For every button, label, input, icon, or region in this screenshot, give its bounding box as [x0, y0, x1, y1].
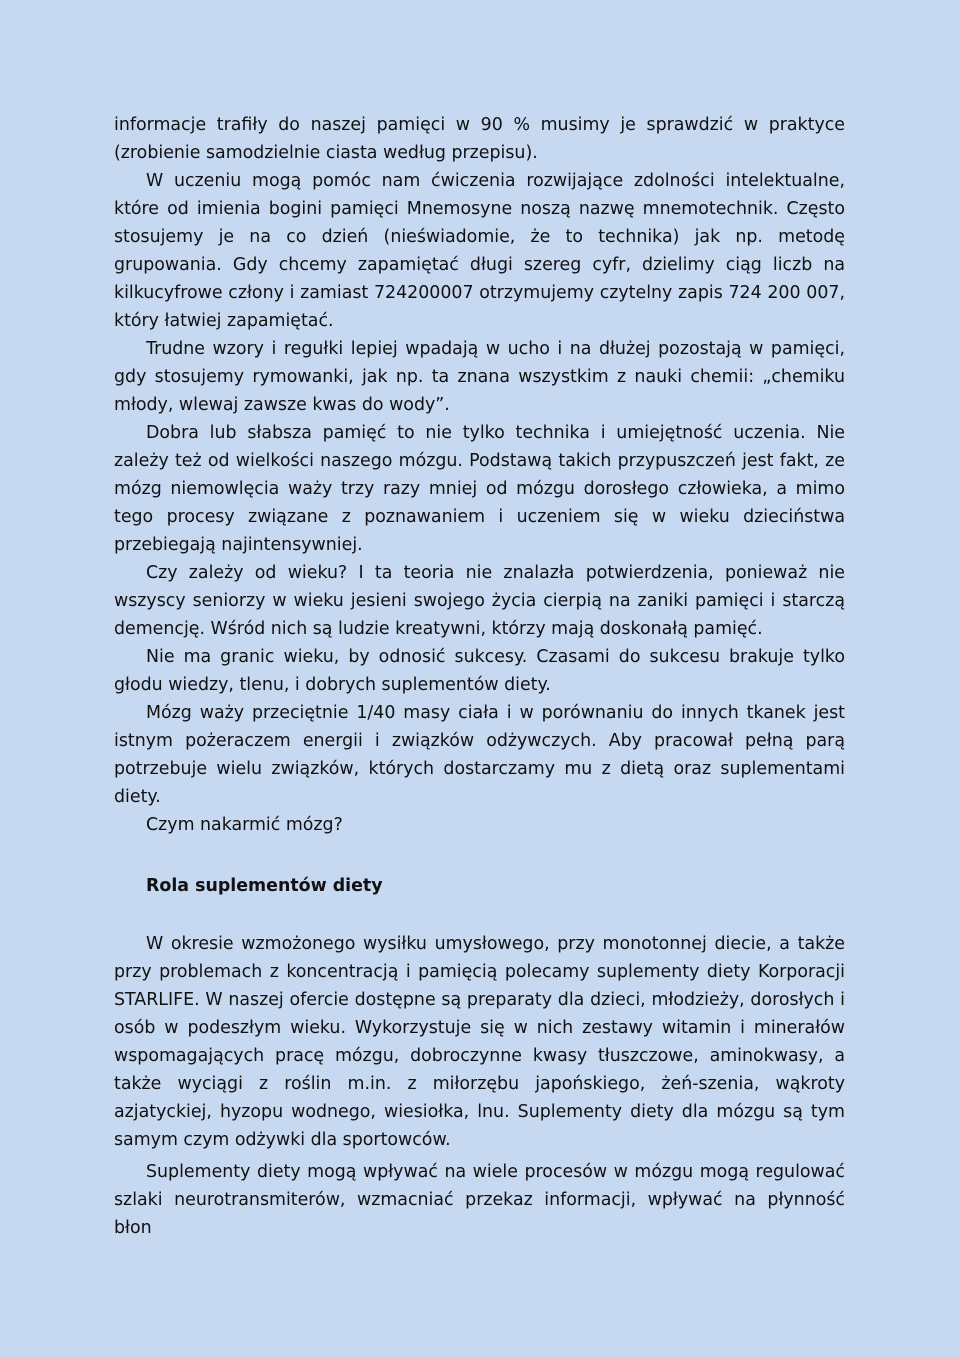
paragraph-7: Mózg waży przeciętnie 1/40 masy ciała i w porównaniu do innych tkanek jest istnym pożeraczem energii i związków odżywczych. Aby pracował pełną parą potrzebuje wielu związków, których dostarczamy mu z dietą oraz suplementami diety. — [114, 703, 845, 807]
paragraph-10: Suplementy diety mogą wpływać na wiele procesów w mózgu mogą regulować szlaki neurotransmiterów, wzmacniać przekaz informacji, wpływać na płynność błon — [114, 1162, 845, 1238]
paragraph-1: informacje trafiły do naszej pamięci w 90 % musimy je sprawdzić w praktyce (zrobienie samodzielnie ciasta według przepisu). — [114, 115, 845, 163]
paragraph-5: Czy zależy od wieku? I ta teoria nie znalazła potwierdzenia, ponieważ nie wszyscy seniorzy w wieku jesieni swojego życia cierpią na zaniki pamięci i starczą demencję. Wśród nich są ludzie kreatywni, którzy mają doskonałą pamięć. — [114, 563, 845, 639]
paragraph-9: W okresie wzmożonego wysiłku umysłowego, przy monotonnej diecie, a także przy problemach z koncentracją i pamięcią polecamy suplementy diety Korporacji STARLIFE. W naszej ofercie dostępne są preparaty dla dzieci, młodzieży, dorosłych i osób w podeszłym wieku. Wykorzystuje się w nich zestawy witamin i minerałów wspomagających pracę mózgu, dobroczynne kwasy tłuszczowe, aminokwasy, a także wyciągi z roślin m.in. z miłorzębu japońskiego, żeń-szenia, wąkroty azjatyckiej, hyzopu wodnego, wiesiołka, lnu. Suplementy diety dla mózgu są tym samym czym odżywki dla sportowców. — [114, 934, 845, 1150]
paragraph-2: W uczeniu mogą pomóc nam ćwiczenia rozwijające zdolności intelektualne, które od imienia bogini pamięci Mnemosyne noszą nazwę mnemotechnik. Często stosujemy je na co dzień (nieświadomie, że to technika) jak np. metodę grupowania. Gdy chcemy zapamiętać długi szereg cyfr, dzielimy ciąg liczb na kilkucyfrowe człony i zamiast 724200007 otrzymujemy czytelny zapis 724 200 007, który łatwiej zapamiętać. — [114, 171, 845, 331]
section-heading: Rola suplementów diety — [146, 876, 383, 896]
paragraph-4: Dobra lub słabsza pamięć to nie tylko technika i umiejętność uczenia. Nie zależy też od wielkości naszego mózgu. Podstawą takich przypuszczeń jest fakt, ze mózg niemowlęcia waży trzy razy mniej od mózgu dorosłego człowieka, a mimo tego procesy związane z poznawaniem i uczeniem się w wieku dzieciństwa przebiegają najintensywniej. — [114, 423, 845, 555]
paragraph-6: Nie ma granic wieku, by odnosić sukcesy. Czasami do sukcesu brakuje tylko głodu wiedzy, tlenu, i dobrych suplementów diety. — [114, 647, 845, 695]
paragraph-3: Trudne wzory i regułki lepiej wpadają w ucho i na dłużej pozostają w pamięci, gdy stosujemy rymowanki, jak np. ta znana wszystkim z nauki chemii: „chemiku młody, wlewaj zawsze kwas do wody”. — [114, 339, 845, 415]
paragraph-8: Czym nakarmić mózg? — [146, 815, 343, 835]
